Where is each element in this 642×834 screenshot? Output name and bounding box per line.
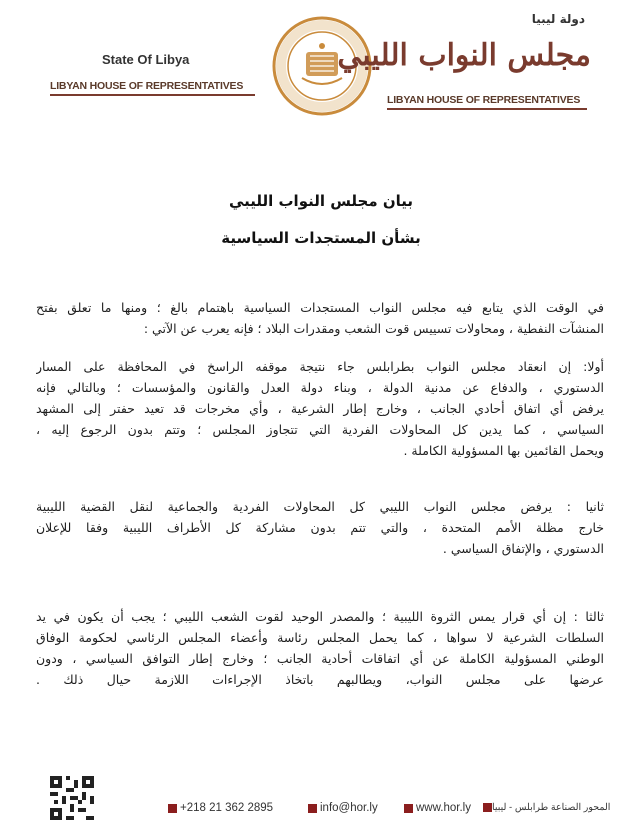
web-icon — [404, 804, 413, 813]
house-name-english: LIBYAN HOUSE OF REPRESENTATIVES — [50, 80, 244, 92]
point-third — [36, 606, 604, 690]
text-line: الوطني المسؤولية الكاملة عن أي اتفاقات أحادية الجانب ؛ وخارج إطار التوافق السياسي ، ودون — [36, 651, 604, 666]
footer-contact-bar — [168, 802, 611, 822]
statement-title: بيان مجلس النواب الليبي — [228, 192, 414, 210]
statement-subtitle: بشأن المستجدات السياسية — [221, 229, 421, 247]
house-name-english-right: LIBYAN HOUSE OF REPRESENTATIVES — [387, 94, 581, 106]
text-line: خارج مظلة الأمم المتحدة ، والتي تتم بدون مشاركة كل الأطراف الليبية وفقا للإعلان — [36, 520, 604, 535]
state-of-libya-label: State Of Libya — [102, 52, 190, 67]
point-second — [36, 496, 604, 559]
text-line: في الوقت الذي يتابع فيه مجلس النواب المستجدات السياسية باهتمام بالغ ؛ ومنها ما تعلق بفتح — [36, 300, 604, 315]
email-address: info@hor.ly — [320, 802, 378, 814]
header-arabic — [337, 8, 595, 118]
header-divider — [50, 94, 255, 96]
intro-paragraph — [36, 297, 604, 339]
location-icon — [483, 803, 492, 812]
text-line: الدستوري ، والإتفاق السياسي . — [442, 541, 604, 556]
state-of-libya-arabic: دولة ليبيا — [531, 12, 585, 26]
text-line: عرضها على مجلس النواب، ويطالبهم باتخاذ الإجراءات اللازمة حيال ذلك . — [36, 672, 604, 687]
qr-code-icon — [50, 776, 94, 820]
footer-address — [480, 802, 610, 813]
email-icon — [308, 804, 317, 813]
text-line: المنشآت النفطية ، ومحاولات تسييس قوت الشعب ومقدرات البلاد ؛ فإنه يعرب عن الآتي : — [143, 321, 604, 336]
footer-email — [308, 802, 378, 814]
text-line: يرفض أي اتفاق أحادي الجانب ، وخارج إطار الشرعية ، وأي مخرجات قد تعيد حفتر إلى المشهد — [36, 401, 604, 416]
phone-number: +218 21 362 2895 — [180, 802, 274, 814]
footer-phone — [168, 802, 273, 814]
text-line: أولا: إن انعقاد مجلس النواب بطرابلس جاء نتيجة موقفه الراسخ في المحافظة على المسار — [36, 359, 604, 374]
text-line: ثالثا : إن أي قرار يمس الثروة الليبية ؛ والمصدر الوحيد لقوت الشعب الليبي ؛ يجب أن يكون في يد — [36, 609, 604, 624]
text-line: ويحمل القائمين بها المسؤولية الكاملة . — [403, 443, 604, 458]
website-url: www.hor.ly — [416, 802, 471, 814]
text-line: السلطات الشرعية لا سواها ، كما يحمل المجلس رئاسة وأعضاء المجلس الرئاسي لحكومة الوفاق — [36, 630, 604, 645]
text-line: السياسي ، كما يدين كل المحاولات الفردية التي تتجاوز المجلس ؛ وتتم بدون الرجوع إليه ، — [36, 422, 604, 437]
house-name-arabic: مجلس النواب الليبي — [337, 38, 591, 73]
text-line: ثانيا : يرفض مجلس النواب الليبي كل المحاولات الفردية والجماعية لنقل القضية الليبية — [36, 499, 604, 514]
text-line: الدستوري ، والدفاع عن مدنية الدولة ، وبناء دولة العدل والقانون والمؤسسات ؛ وبالتالي فإنه — [36, 380, 604, 395]
address-text: المحور الصناعة طرابلس - ليبيا — [492, 802, 611, 813]
phone-icon — [168, 804, 177, 813]
point-first — [36, 356, 604, 461]
footer-website — [404, 802, 471, 814]
header-divider-right — [387, 108, 587, 110]
